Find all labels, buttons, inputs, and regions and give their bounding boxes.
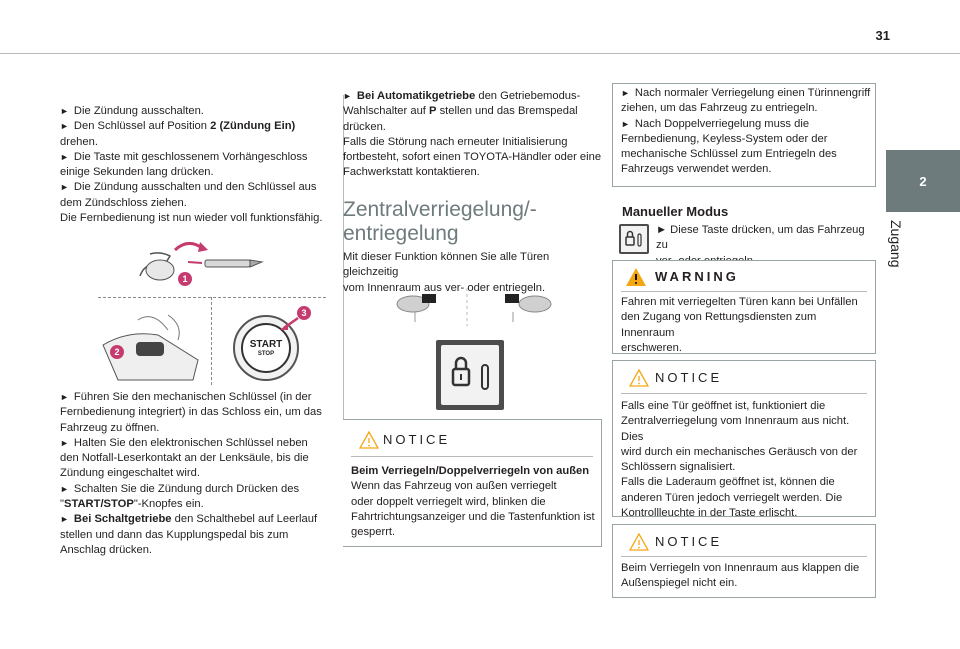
callout-3: 3 (297, 306, 311, 320)
text-line: ► Bei Schaltgetriebe den Schalthebel auf Leerlauf (60, 513, 318, 526)
notice-line: Fahrtrichtungsanzeiger und die Tastenfunktion ist (351, 510, 595, 523)
notice-rule (621, 393, 867, 394)
text-line: "START/STOP"-Knopfes ein. (60, 498, 204, 511)
text-line: ► Nach normaler Verriegelung einen Türinnengriff (621, 87, 871, 99)
text-line: Wahlschalter auf P stellen und das Bremspedal (343, 105, 578, 118)
notice-line: anderen Türen jedoch verriegelt werden. Die (621, 491, 843, 504)
notice-line: Kontrollleuchte in der Taste erlischt. (621, 507, 798, 520)
text-line: Fernbedienung, Keyless-System oder der (621, 132, 828, 145)
text-line: ► Nach Doppelverriegelung muss die (621, 117, 810, 130)
text-line: ziehen, um das Fahrzeug zu entriegeln. (621, 102, 818, 115)
key-fob-illustration (130, 236, 270, 290)
notice-title: NOTICE (655, 534, 723, 549)
notice-title: NOTICE (655, 370, 723, 385)
warning-triangle-icon (629, 533, 649, 551)
section-label-container (878, 212, 908, 292)
callout-2: 2 (110, 345, 124, 359)
text-line: Die Fernbedienung ist nun wieder voll funktionsfähig. (60, 212, 323, 225)
notice-line: Wenn das Fahrzeug von außen verriegelt (351, 480, 557, 493)
column-1-text-top (60, 104, 335, 226)
text-line: ► Die Taste mit geschlossenem Vorhängeschloss (60, 150, 308, 163)
arrow-icon (278, 316, 300, 332)
text-line: ► Bei Automatikgetriebe den Getriebemodus- (343, 90, 581, 102)
arrow-right-icon: ► (60, 182, 69, 193)
arrow-right-icon: ► (60, 514, 69, 525)
text-line: ► Schalten Sie die Zündung durch Drücken des (60, 482, 300, 495)
notice-box-door-open (612, 360, 876, 520)
warning-title: WARNING (655, 269, 739, 284)
warning-line: Fahren mit verriegelten Türen kann bei Unfällen (621, 296, 858, 308)
arrow-right-icon: ► (621, 118, 630, 129)
text-line: stellen und dann das Kupplungspedal bis zum (60, 528, 289, 541)
text-line: dem Zündschloss ziehen. (60, 196, 187, 209)
text-line: den Notfall-Leserkontakt an der Lenksäule, bis die (60, 452, 309, 465)
stop-label: STOP (257, 350, 275, 357)
intro-line: vom Innenraum aus ver- oder entriegeln. (343, 281, 546, 294)
notice-subtitle: Beim Verriegeln/Doppelverriegeln von außen (351, 465, 590, 477)
warning-rule (621, 291, 867, 292)
text-line: Fahrzeug zu öffnen. (60, 421, 160, 434)
arrow-right-icon: ► (60, 106, 69, 116)
arrow-right-icon: ► (60, 437, 69, 448)
text-line: Falls die Störung nach erneuter Initialisierung (343, 135, 568, 148)
text-line: fortbesteht, sofort einen TOYOTA-Händler oder eine (343, 151, 602, 164)
arrow-right-icon: ► (621, 88, 630, 98)
note-box-unlocking (612, 83, 876, 187)
arrow-right-icon: ► (60, 151, 69, 162)
dashed-divider-vertical (211, 297, 212, 385)
text-line: einige Sekunden lang drücken. (60, 166, 214, 179)
arrow-right-icon: ► (343, 91, 352, 101)
text-line: ► Die Zündung ausschalten und den Schlüssel aus (60, 181, 317, 194)
section-heading (343, 198, 605, 246)
section-heading-line-1: Zentralverriegelung/- (343, 198, 537, 221)
lock-button-icon-small (619, 224, 649, 254)
arrow-right-icon: ► (60, 483, 69, 494)
notice-line: Falls die Laderaum geöffnet ist, können die (621, 476, 835, 489)
column-2-text (343, 89, 605, 181)
text-line: Fernbedienung integriert) in das Schloss ein, um das (60, 406, 322, 419)
text-line: Anschlag drücken. (60, 543, 153, 556)
notice-line: Zentralverriegelung vom Innenraum aus nicht. Dies (621, 415, 850, 443)
notice-line: wird durch ein mechanisches Geräusch von der (621, 445, 858, 458)
warning-line: erschweren. (621, 341, 682, 354)
text-line: Zündung eingeschaltet wird. (60, 467, 200, 480)
notice-line: Beim Verriegeln von Innenraum aus klappen die (621, 562, 860, 574)
section-heading-line-2: entriegelung (343, 222, 459, 245)
notice-title: NOTICE (383, 432, 451, 447)
header-rule (0, 53, 960, 54)
lock-button-icon (436, 340, 504, 410)
start-label: START (249, 338, 283, 350)
page-number: 31 (875, 28, 890, 43)
warning-triangle-icon (359, 431, 379, 449)
text-line: ► Die Zündung ausschalten. (60, 105, 204, 117)
notice-box-mirrors (612, 524, 876, 598)
warning-line: den Zugang von Rettungsdiensten zum Innenraum (621, 311, 817, 339)
arrow-right-icon: ► (60, 121, 69, 132)
notice-line: gesperrt. (351, 526, 396, 539)
notice-box-central-locking (343, 419, 602, 547)
text-line: Fachwerkstatt kontaktieren. (343, 166, 480, 179)
warning-box (612, 260, 876, 354)
text-line: Fahrzeugs verwendet werden. (621, 163, 772, 176)
notice-line: Schlössern signalisiert. (621, 461, 736, 474)
text-line: ► Halten Sie den elektronischen Schlüssel neben (60, 436, 308, 449)
warning-triangle-icon (625, 267, 647, 287)
notice-rule (351, 456, 593, 457)
warning-triangle-icon (629, 369, 649, 387)
notice-line: Falls eine Tür geöffnet ist, funktioniert die (621, 400, 826, 412)
text-line: drehen. (60, 135, 98, 148)
intro-line: Mit dieser Funktion können Sie alle Türen gleichzeitig (343, 251, 550, 279)
arrow-right-icon: ► (60, 392, 69, 402)
hand-key-illustration (98, 300, 208, 385)
chapter-tab[interactable] (886, 150, 960, 212)
dashed-divider (98, 297, 326, 298)
callout-1: 1 (178, 272, 192, 286)
text-line: ► Den Schlüssel auf Position 2 (Zündung Ein) (60, 120, 296, 133)
notice-line: oder doppelt verriegelt wird, blinken die (351, 495, 546, 508)
notice-rule (621, 556, 867, 557)
section-label: Zugang (888, 220, 904, 268)
manual-mode-heading: Manueller Modus (622, 204, 729, 219)
chapter-number: 2 (919, 173, 927, 189)
column-1-text-bottom (60, 390, 335, 558)
text-line: drücken. (343, 120, 386, 133)
door-lock-switches-illustration (395, 288, 555, 328)
manual-line: ► Diese Taste drücken, um das Fahrzeug zu (656, 224, 865, 252)
text-line: ► Führen Sie den mechanischen Schlüssel (in der (60, 391, 312, 403)
text-line: mechanische Schlüssel zum Entriegeln des (621, 148, 837, 161)
notice-line: Außenspiegel nicht ein. (621, 577, 738, 590)
